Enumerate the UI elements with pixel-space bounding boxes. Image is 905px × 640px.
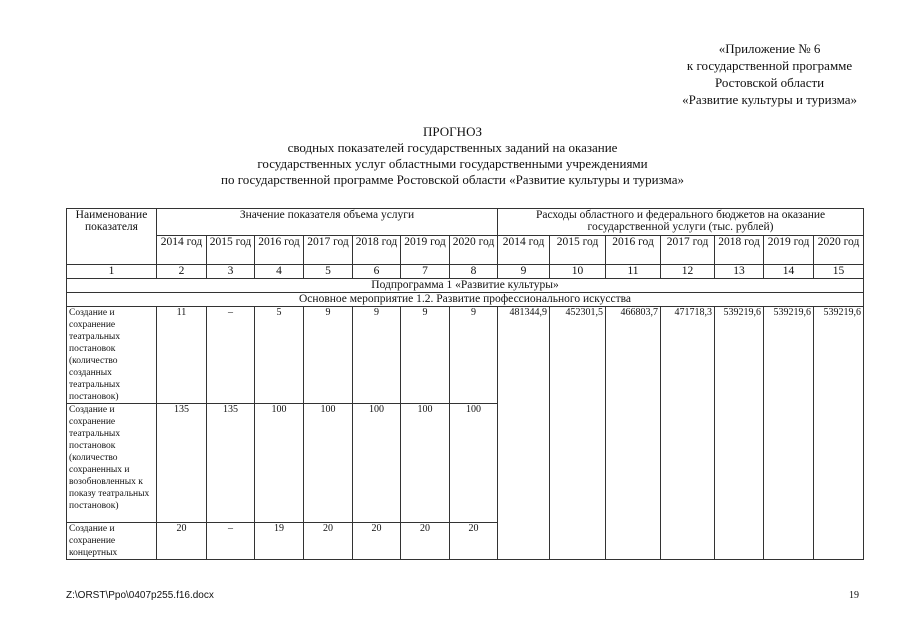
year-header: 2017 год: [304, 236, 353, 265]
years-row: [67, 236, 864, 265]
value-cell: 20: [401, 523, 450, 560]
value-cell: 20: [304, 523, 353, 560]
column-number: 11: [606, 265, 661, 279]
column-number: 14: [764, 265, 814, 279]
expense-cell: 471718,3: [661, 307, 715, 560]
value-cell: 20: [450, 523, 498, 560]
expense-cell: 539219,6: [764, 307, 814, 560]
indicator-name: Создание и сохранение театральных постановок (количество сохраненных и возобновленных к показу театральных постановок): [67, 404, 157, 523]
value-cell: –: [207, 307, 255, 404]
value-cell: 9: [401, 307, 450, 404]
expense-cell: 466803,7: [606, 307, 661, 560]
file-path: Z:\ORST\Ppo\0407p255.f16.docx: [66, 590, 214, 601]
forecast-table: [66, 208, 864, 560]
indicator-name-header: Наименование показателя: [67, 209, 157, 265]
column-number: 4: [255, 265, 304, 279]
column-number: 12: [661, 265, 715, 279]
volume-group-header: Значение показателя объема услуги: [157, 209, 498, 236]
subprogram-title: Подпрограмма 1 «Развитие культуры»: [67, 279, 864, 293]
value-cell: 100: [255, 404, 304, 523]
column-number: 8: [450, 265, 498, 279]
column-number: 13: [715, 265, 764, 279]
year-header: 2015 год: [550, 236, 606, 265]
value-cell: 20: [157, 523, 207, 560]
year-header: 2018 год: [715, 236, 764, 265]
expense-cell: 452301,5: [550, 307, 606, 560]
year-header: 2016 год: [255, 236, 304, 265]
heading-line-3: по государственной программе Ростовской области «Развитие культуры и туризма»: [221, 172, 684, 187]
column-number: 15: [814, 265, 864, 279]
value-cell: –: [207, 523, 255, 560]
measure-title: Основное мероприятие 1.2. Развитие профессионального искусства: [67, 293, 864, 307]
value-cell: 9: [353, 307, 401, 404]
expense-cell: 539219,6: [715, 307, 764, 560]
document-heading: [0, 124, 905, 188]
value-cell: 5: [255, 307, 304, 404]
value-cell: 9: [304, 307, 353, 404]
header-row-1: [67, 209, 864, 236]
column-numbers-row: [67, 265, 864, 279]
year-header: 2014 год: [157, 236, 207, 265]
year-header: 2017 год: [661, 236, 715, 265]
appendix-line-3: Ростовской области: [714, 75, 825, 90]
heading-line-1: сводных показателей государственных заданий на оказание: [287, 140, 618, 155]
year-header: 2014 год: [498, 236, 550, 265]
value-cell: 19: [255, 523, 304, 560]
value-cell: 9: [450, 307, 498, 404]
value-cell: 100: [304, 404, 353, 523]
column-number: 1: [67, 265, 157, 279]
indicator-name: Создание и сохранение театральных постановок (количество созданных театральных постановок): [67, 307, 157, 404]
column-number: 3: [207, 265, 255, 279]
expense-cell: 481344,9: [498, 307, 550, 560]
year-header: 2019 год: [764, 236, 814, 265]
column-number: 7: [401, 265, 450, 279]
appendix-line-1: «Приложение № 6: [718, 41, 821, 56]
measure-row: [67, 293, 864, 307]
value-cell: 100: [450, 404, 498, 523]
indicator-name: Создание и сохранение концертных: [67, 523, 157, 560]
year-header: 2019 год: [401, 236, 450, 265]
column-number: 2: [157, 265, 207, 279]
value-cell: 100: [353, 404, 401, 523]
value-cell: 100: [401, 404, 450, 523]
appendix-line-2: к государственной программе: [686, 58, 853, 73]
value-cell: 135: [157, 404, 207, 523]
column-number: 5: [304, 265, 353, 279]
column-number: 9: [498, 265, 550, 279]
year-header: 2020 год: [814, 236, 864, 265]
value-cell: 20: [353, 523, 401, 560]
year-header: 2020 год: [450, 236, 498, 265]
expense-group-header: Расходы областного и федерального бюджетов на оказание государственной услуги (тыс. рублей): [498, 209, 864, 236]
subprogram-row: [67, 279, 864, 293]
year-header: 2018 год: [353, 236, 401, 265]
appendix-line-4: «Развитие культуры и туризма»: [682, 92, 857, 107]
page-number: 19: [849, 590, 859, 601]
document-title: ПРОГНОЗ: [423, 124, 482, 139]
appendix-block: [682, 40, 857, 108]
year-header: 2016 год: [606, 236, 661, 265]
value-cell: 11: [157, 307, 207, 404]
value-cell: 135: [207, 404, 255, 523]
column-number: 6: [353, 265, 401, 279]
expense-cell: 539219,6: [814, 307, 864, 560]
column-number: 10: [550, 265, 606, 279]
heading-line-2: государственных услуг областными государственными учреждениями: [257, 156, 648, 171]
table-row: [67, 307, 864, 404]
year-header: 2015 год: [207, 236, 255, 265]
